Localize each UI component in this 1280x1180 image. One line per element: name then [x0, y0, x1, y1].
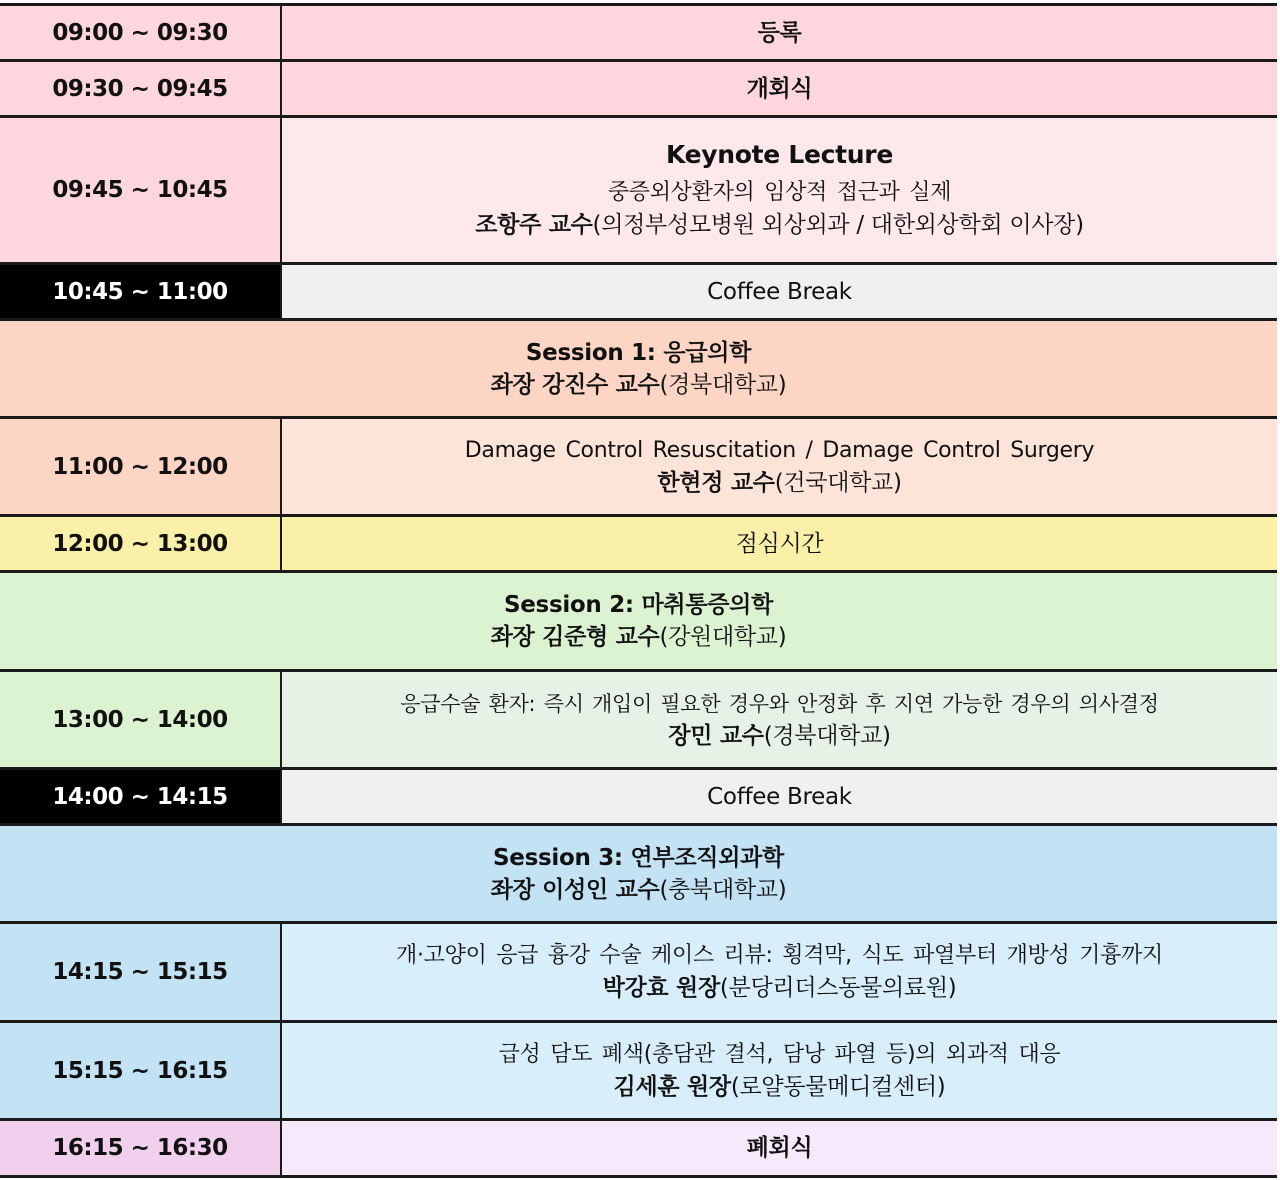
speaker-name: 김세훈 원장 [613, 1073, 731, 1100]
schedule-row-lecture [0, 672, 1277, 770]
speaker-line [657, 467, 901, 499]
event-label: 점심시간 [735, 530, 824, 557]
time-cell: 09:00 ~ 09:30 [0, 6, 282, 59]
schedule-row-lecture [0, 419, 1277, 517]
speaker-line [603, 972, 957, 1004]
chair-affiliation: (충북대학교) [659, 876, 787, 903]
event-label: Coffee Break [707, 783, 852, 810]
chair-name: 좌장 김준형 교수 [490, 624, 660, 650]
lecture-topic: Damage Control Resuscitation / Damage Control Surgery [464, 437, 1095, 463]
speaker-affiliation: (의정부성모병원 외상외과 / 대한외상학회 이사장) [592, 212, 1084, 238]
event-cell [282, 265, 1277, 318]
event-cell [282, 6, 1277, 59]
schedule-row-registration [0, 3, 1277, 62]
time-cell: 14:15 ~ 15:15 [0, 924, 282, 1020]
session-title: Session 3: 연부조직외과학 [493, 844, 784, 871]
session-header-2 [0, 573, 1277, 672]
schedule-row-lunch [0, 517, 1277, 573]
speaker-name: 박강효 원장 [602, 975, 720, 1001]
session-cell [0, 321, 1277, 416]
time-cell: 10:45 ~ 11:00 [0, 265, 282, 318]
lecture-topic: 개·고양이 응급 흉강 수술 케이스 리뷰: 횡격막, 식도 파열부터 개방성 기흉까지 [396, 943, 1163, 968]
time-cell: 11:00 ~ 12:00 [0, 419, 282, 514]
lecture-topic: 중증외상환자의 임상적 접근과 실제 [607, 180, 952, 205]
speaker-affiliation: (건국대학교) [774, 469, 902, 496]
schedule-row-closing [0, 1121, 1277, 1178]
speaker-name: 한현정 교수 [657, 469, 775, 496]
speaker-affiliation: (경북대학교) [763, 722, 891, 749]
session-header-1 [0, 321, 1277, 419]
chair-line [491, 874, 787, 906]
session-cell [0, 573, 1277, 669]
event-label: 등록 [757, 19, 802, 46]
speaker-line [475, 209, 1084, 241]
speaker-affiliation: (분당리더스동물의료원) [719, 975, 957, 1001]
schedule-row-lecture [0, 924, 1277, 1023]
time-cell: 14:00 ~ 14:15 [0, 770, 282, 823]
event-label: 폐회식 [746, 1135, 813, 1161]
schedule-row-coffee-break [0, 265, 1277, 321]
event-title: Keynote Lecture [665, 140, 893, 169]
speaker-affiliation: (로얄동물메디컬센터) [730, 1073, 946, 1100]
chair-affiliation: (경북대학교) [659, 371, 787, 398]
time-cell: 12:00 ~ 13:00 [0, 517, 282, 570]
speaker-name: 조항주 교수 [475, 212, 593, 238]
schedule-row-coffee-break [0, 770, 1277, 826]
event-cell [282, 1023, 1277, 1118]
chair-affiliation: (강원대학교) [659, 624, 787, 650]
event-cell [282, 118, 1277, 262]
session-title: Session 2: 마취통증의학 [503, 592, 774, 618]
chair-name: 좌장 이성인 교수 [490, 876, 660, 903]
event-cell [282, 672, 1277, 767]
event-label: Coffee Break [707, 278, 852, 305]
event-label: 개회식 [746, 75, 813, 102]
chair-name: 좌장 강진수 교수 [490, 371, 660, 398]
event-cell [282, 924, 1277, 1020]
session-cell [0, 826, 1277, 921]
time-cell: 13:00 ~ 14:00 [0, 672, 282, 767]
event-cell [282, 517, 1277, 570]
schedule-row-keynote [0, 118, 1277, 265]
time-cell: 16:15 ~ 16:30 [0, 1121, 282, 1175]
speaker-name: 장민 교수 [668, 722, 764, 749]
chair-line [491, 621, 787, 653]
event-cell [282, 62, 1277, 115]
event-cell [282, 419, 1277, 514]
session-title: Session 1: 응급의학 [525, 339, 752, 366]
speaker-line [614, 1071, 946, 1103]
schedule-row-opening [0, 62, 1277, 118]
session-header-3 [0, 826, 1277, 924]
event-cell [282, 770, 1277, 823]
chair-line [491, 369, 787, 401]
event-cell [282, 1121, 1277, 1175]
speaker-line [668, 720, 890, 752]
time-cell: 09:30 ~ 09:45 [0, 62, 282, 115]
time-cell: 15:15 ~ 16:15 [0, 1023, 282, 1118]
lecture-topic: 급성 담도 폐색(총담관 결석, 담낭 파열 등)의 외과적 대응 [498, 1041, 1061, 1067]
time-cell: 09:45 ~ 10:45 [0, 118, 282, 262]
schedule-row-lecture [0, 1023, 1277, 1121]
lecture-topic: 응급수술 환자: 즉시 개입이 필요한 경우와 안정화 후 지연 가능한 경우의 의사결정 [400, 691, 1159, 716]
